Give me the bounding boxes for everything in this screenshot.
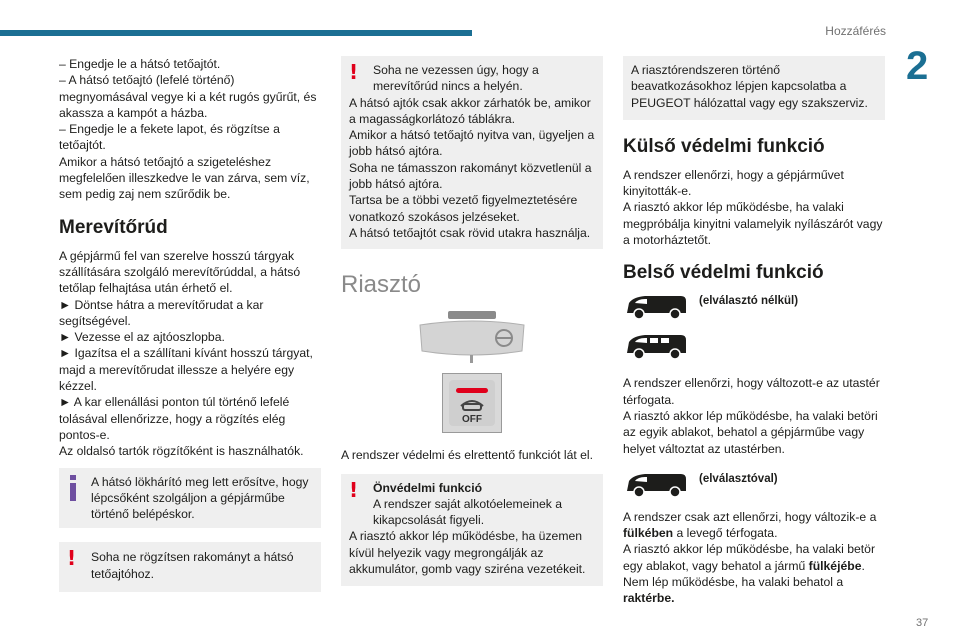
alarm-off-button: [442, 373, 502, 433]
text-run: a levegő térfogata.: [673, 526, 778, 541]
text-run: .: [861, 558, 865, 573]
info-box: [59, 468, 321, 529]
paragraph: [623, 541, 885, 574]
paragraph: Amikor a hátsó tetőajtó a szigeteléshez megfelelően illeszkedve le van zárva, sem víz, sem pedig zaj nem szűrődik be.: [59, 154, 310, 202]
warning-text: Soha ne rögzítsen rakományt a hátsó tetőajtóhoz.: [91, 550, 294, 581]
step: ► A kar ellenállási ponton túl történő lefelé tolásával ellenőrizze, hogy a rögzítés elég pontos-e.: [59, 395, 290, 442]
paragraph: – Engedje le a fekete lapot, és rögzítse a tetőajtót.: [59, 122, 280, 153]
warning-title: Önvédelmi funkció: [373, 480, 483, 495]
text-run-bold: raktérbe.: [623, 591, 675, 606]
paragraph: A rendszer ellenőrzi, hogy a gépjárművet kinyitották-e.: [623, 167, 844, 199]
text-run: A riasztó akkor lép működésbe, ha valaki betör egy ablakot, vagy behatol a jármű: [623, 542, 876, 573]
note-text: A riasztórendszeren történő beavatkozásokhoz lépjen kapcsolatba a PEUGEOT hálózattal vagy egy szakszerviz.: [631, 63, 868, 110]
step: ► Döntse hátra a merevítőrudat a kar segítségével.: [59, 297, 264, 328]
paragraph: [623, 574, 885, 607]
warning-box: [341, 474, 603, 587]
text-run: A rendszer csak azt ellenőrzi, hogy változik-e a: [623, 509, 877, 524]
page-number: 37: [916, 617, 929, 629]
van-variant: [623, 331, 885, 361]
column-1: [59, 56, 321, 592]
column-3: [623, 56, 885, 607]
paragraph: A gépjármű fel van szerelve hosszú tárgyak szállítására szolgáló merevítőrúddal, a hátsó tetőlap felhajtása után érhető el.: [59, 248, 301, 296]
paragraph: – Engedje le a hátsó tetőajtót.: [59, 57, 221, 71]
warning-text: Soha ne támasszon rakományt közvetlenül a jobb hátsó ajtóra.: [349, 160, 592, 192]
rearview-mirror-icon: [412, 311, 532, 367]
step: ► Vezesse el az ajtóoszlopba.: [59, 330, 225, 345]
column-2: [341, 56, 603, 586]
info-text: A hátsó lökhárító meg lett erősítve, hogy lépcsőként szolgáljon a gépjárműbe történő belépéskor.: [91, 474, 309, 522]
info-icon: [67, 475, 79, 501]
paragraph: [623, 509, 885, 542]
text-run: Nem lép működésbe, ha valaki behatol a: [623, 575, 844, 590]
warning-icon: !: [349, 477, 359, 502]
van-icon: [623, 331, 689, 361]
heading-merevitorud: Merevítőrúd: [59, 216, 168, 238]
warning-text: Tartsa be a többi vezető figyelmeztetésére vonatkozó szokásos jelzéseket.: [349, 193, 578, 224]
paragraph: A riasztó akkor lép működésbe, ha valaki megpróbálja kinyitni valamelyik nyílászárót vagy a motorháztetőt.: [623, 200, 883, 248]
warning-text: Amikor a hátsó tetőajtó nyitva van, ügyeljen a jobb hátsó ajtóra.: [349, 128, 595, 159]
warning-text: A rendszer saját alkotóelemeinek a kikapcsolását figyeli.: [373, 496, 563, 528]
warning-icon: !: [67, 546, 77, 571]
van-label: (elválasztó nélkül): [699, 295, 799, 308]
header-accent-bar: [0, 30, 472, 36]
warning-text: A riasztó akkor lép működésbe, ha üzemen kívül helyezik vagy megrongálják az akkumulátor, gomb vagy sziréna vezetékeit.: [349, 529, 586, 577]
van-with-partition: [623, 471, 885, 499]
warning-box: [341, 56, 603, 249]
paragraph: Az oldalsó tartók rögzítőként is használhatók.: [59, 444, 304, 459]
warning-icon: !: [349, 60, 359, 84]
warning-text: A hátsó tetőajtót csak rövid utakra használja.: [349, 225, 591, 240]
section-title: Hozzáférés: [825, 24, 886, 38]
warning-text: A hátsó ajtók csak akkor zárhatók be, amikor a magasságkorlátozó táblákra.: [349, 95, 591, 126]
off-label: OFF: [462, 414, 482, 426]
van-icon: [623, 471, 689, 499]
heading-kulso-vedelmi: Külső védelmi funkció: [623, 135, 825, 157]
van-label: (elválasztóval): [699, 472, 778, 485]
van-icon: [623, 293, 689, 321]
section-heading-riaszto: Riasztó: [341, 271, 422, 299]
heading-belso-vedelmi: Belső védelmi funkció: [623, 262, 824, 284]
text-run-bold: fülkében: [623, 526, 674, 541]
text-run-bold: fülkéjébe: [808, 558, 862, 573]
chapter-number: 2: [906, 44, 929, 88]
paragraph: A rendszer ellenőrzi, hogy változott-e az utastér térfogata.: [623, 376, 880, 407]
warning-text: Soha ne vezessen úgy, hogy a merevítőrúd nincs a helyén.: [373, 63, 539, 94]
van-no-partition: [623, 293, 885, 321]
step: ► Igazítsa el a szállítani kívánt hosszú tárgyat, majd a merevítőrudat illessze a helyére egy kézzel.: [59, 346, 313, 394]
paragraph: – A hátsó tetőajtó (lefelé történő) megnyomásával vegye ki a két rugós gyűrűt, és akassza a kampót a házba.: [59, 73, 317, 120]
note-box: [623, 56, 885, 120]
caption: A rendszer védelmi és elrettentő funkciót lát el.: [341, 448, 594, 463]
paragraph: A riasztó akkor lép működésbe, ha valaki betöri az egyik ablakot, behatol a gépjárműbe vagy helyet változtat az utastérben.: [623, 408, 878, 456]
warning-box: [59, 542, 321, 592]
